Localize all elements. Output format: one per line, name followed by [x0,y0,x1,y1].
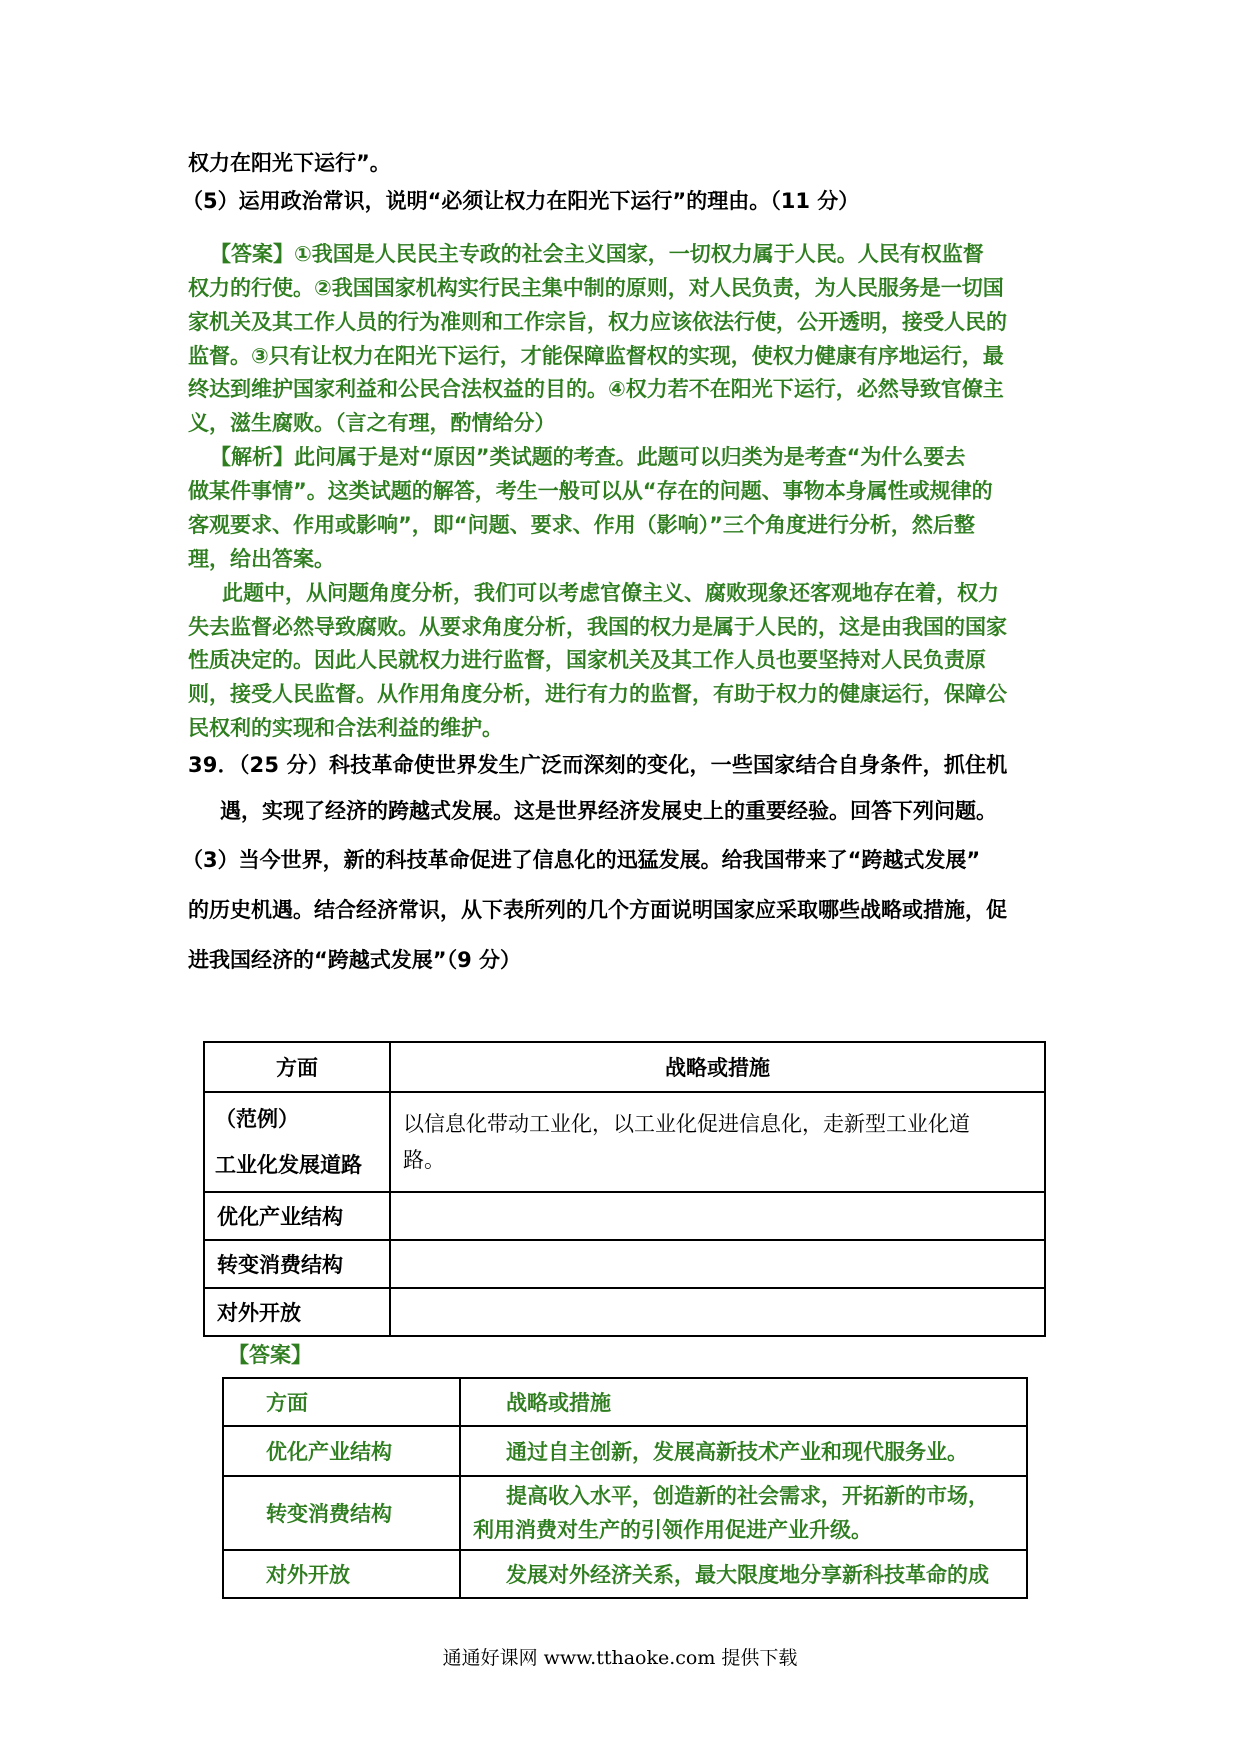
table-row [204,1192,1045,1240]
table-cell-aspect: 转变消费结构 [223,1476,460,1550]
question-39-line2: 遇，实现了经济的跨越式发展。这是世界经济发展史上的重要经验。回答下列问题。 [220,799,997,823]
table-cell-aspect: 优化产业结构 [223,1426,460,1476]
table-cell-aspect: 转变消费结构 [204,1240,390,1288]
analysis-line: 则，接受人民监督。从作用角度分析，进行有力的监督，有助于权力的健康运行，保障公 [188,682,1007,706]
answer-label: 【答案】 [228,1343,312,1367]
measure-text: 通过自主创新，发展高新技术产业和现代服务业。 [506,1440,968,1464]
table-row [223,1476,1027,1550]
table-cell-aspect: 对外开放 [223,1550,460,1598]
analysis-line: 失去监督必然导致腐败。从要求角度分析，我国的权力是属于人民的，这是由我国的国家 [188,615,1007,639]
table-header-row [223,1378,1027,1426]
table-cell-measure [460,1550,1027,1598]
analysis-line: 做某件事情”。这类试题的解答，考生一般可以从“存在的问题、事物本身属性或规律的 [188,479,993,503]
analysis-line: 民权利的实现和合法利益的维护。 [188,716,503,740]
table-header-row [204,1042,1045,1092]
answer-line: 监督。③只有让权力在阳光下运行，才能保障监督权的实现，使权力健康有序地运行，最 [188,344,1004,368]
table-header-aspect: 方面 [204,1042,390,1092]
analysis-line: 理，给出答案。 [188,547,335,571]
example-aspect: 工业化发展道路 [215,1153,362,1177]
answer-line: 家机关及其工作人员的行为准则和工作宗旨，权力应该依法行使，公开透明，接受人民的 [188,310,1007,334]
example-measure: 以信息化带动工业化，以工业化促进信息化，走新型工业化道 [403,1112,970,1136]
analysis-line: 性质决定的。因此人民就权力进行监督，国家机关及其工作人员也要坚持对人民负责原 [188,648,986,672]
answer-line: 【答案】①我国是人民民主专政的社会主义国家，一切权力属于人民。人民有权监督 [210,242,984,266]
table-row [204,1288,1045,1336]
answer-line: 终达到维护国家利益和公民合法权益的目的。④权力若不在阳光下运行，必然导致官僚主 [188,377,1004,401]
table-cell-aspect: 优化产业结构 [204,1192,390,1240]
table-cell-measure [390,1092,1045,1192]
table-cell-aspect: 对外开放 [204,1288,390,1336]
table-row [204,1092,1045,1192]
table-header-aspect: 方面 [223,1378,460,1426]
table-cell-measure [460,1426,1027,1476]
answer-line: 义，滋生腐败。（言之有理，酌情给分） [188,411,556,435]
analysis-line: 【解析】此问属于是对“原因”类试题的考查。此题可以归类为是考查“为什么要去 [210,445,966,469]
answer-table [222,1377,1028,1599]
question-39: 39．（25 分）科技革命使世界发生广泛而深刻的变化，一些国家结合自身条件，抓住机 [188,753,1008,777]
measure-text: 提高收入水平，创造新的社会需求，开拓新的市场， [506,1484,989,1508]
page-footer: 通通好课网 www.tthaoke.com 提供下载 [442,1647,798,1669]
answer-line: 权力的行使。②我国国家机构实行民主集中制的原则，对人民负责，为人民服务是一切国 [188,276,1004,300]
table-header-measure [460,1378,1027,1426]
table-cell-measure [460,1476,1027,1550]
analysis-line: 此题中，从问题角度分析，我们可以考虑官僚主义、腐败现象还客观地存在着，权力 [222,581,999,605]
table-cell-empty [390,1240,1045,1288]
table-row [223,1426,1027,1476]
table-row [223,1550,1027,1598]
measure-text: 利用消费对生产的引领作用促进产业升级。 [473,1518,872,1542]
analysis-line: 客观要求、作用或影响”，即“问题、要求、作用（影响）”三个角度进行分析，然后整 [188,513,975,537]
example-tag: （范例） [215,1107,299,1131]
table-cell-empty [390,1192,1045,1240]
table-header-measure-text: 战略或措施 [506,1391,611,1415]
table-header-measure: 战略或措施 [390,1042,1045,1092]
table-cell-empty [390,1288,1045,1336]
question-3-line3: 进我国经济的“跨越式发展”（9 分） [188,948,522,972]
example-measure: 路。 [403,1148,445,1172]
question-3-line2: 的历史机遇。结合经济常识，从下表所列的几个方面说明国家应采取哪些战略或措施，促 [188,898,1007,922]
question-table [203,1041,1046,1337]
text-line: 权力在阳光下运行”。 [188,151,391,175]
measure-text: 发展对外经济关系，最大限度地分享新科技革命的成 [506,1563,989,1587]
question-3: （3）当今世界，新的科技革命促进了信息化的迅猛发展。给我国带来了“跨越式发展” [182,848,981,872]
table-cell-aspect [204,1092,390,1192]
table-row [204,1240,1045,1288]
question-5: （5）运用政治常识，说明“必须让权力在阳光下运行”的理由。（11 分） [182,189,860,213]
